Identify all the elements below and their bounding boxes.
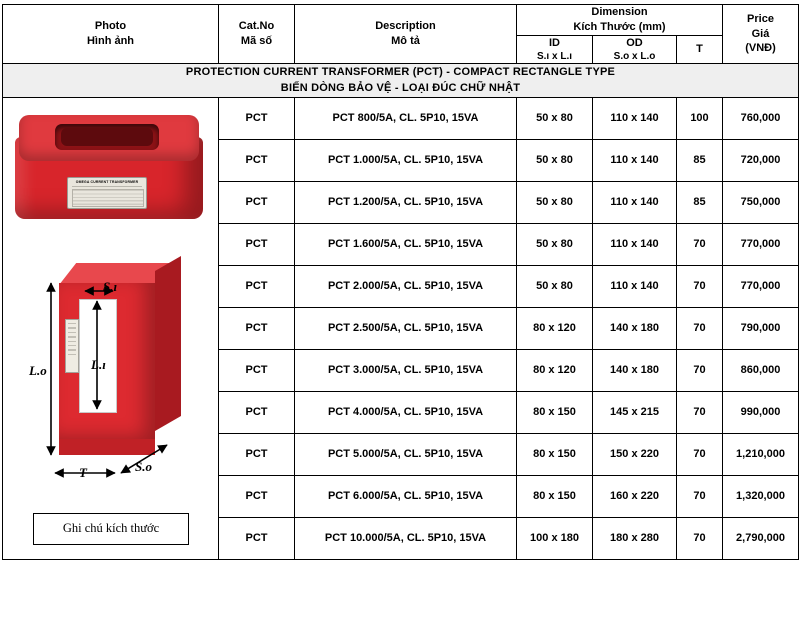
- cell-description: PCT 2.500/5A, CL. 5P10, 15VA: [295, 307, 517, 349]
- cell-t: 70: [677, 391, 723, 433]
- table-body: [3, 63, 799, 559]
- section-banner: [3, 63, 799, 97]
- section-banner-en: PROTECTION CURRENT TRANSFORMER (PCT) - COMPACT RECTANGLE TYPE: [185, 65, 616, 78]
- cell-id: 50 x 80: [517, 139, 593, 181]
- cell-t: 70: [677, 307, 723, 349]
- cell-id: 50 x 80: [517, 97, 593, 139]
- cell-description: PCT 1.600/5A, CL. 5P10, 15VA: [295, 223, 517, 265]
- col-header-od: [593, 35, 677, 63]
- cell-od: 150 x 220: [593, 433, 677, 475]
- col-header-photo-vi: Hình ảnh: [86, 34, 135, 47]
- cell-od: 180 x 280: [593, 517, 677, 559]
- section-banner-row: [3, 63, 799, 97]
- cell-id: 100 x 180: [517, 517, 593, 559]
- cell-price: 760,000: [723, 97, 799, 139]
- col-header-description: [295, 5, 517, 64]
- cell-t: 70: [677, 517, 723, 559]
- col-header-od-label: OD: [626, 36, 643, 49]
- cell-description: PCT 6.000/5A, CL. 5P10, 15VA: [295, 475, 517, 517]
- cell-t: 100: [677, 97, 723, 139]
- section-banner-vi: BIẾN DÒNG BẢO VỆ - LOẠI ĐÚC CHỮ NHẬT: [280, 82, 521, 95]
- cell-catno: PCT: [219, 181, 295, 223]
- col-header-price-vi: Giá: [751, 27, 770, 40]
- cell-t: 70: [677, 475, 723, 517]
- col-header-dimension: [517, 5, 723, 36]
- col-header-photo: [3, 5, 219, 64]
- dimension-drawing: [17, 261, 207, 501]
- cell-od: 110 x 140: [593, 181, 677, 223]
- cell-id: 50 x 80: [517, 265, 593, 307]
- col-header-catno: [219, 5, 295, 64]
- cell-od: 110 x 140: [593, 265, 677, 307]
- cell-description: PCT 10.000/5A, CL. 5P10, 15VA: [295, 517, 517, 559]
- cell-t: 70: [677, 433, 723, 475]
- cell-catno: PCT: [219, 97, 295, 139]
- dim-label-Si: S.ı: [103, 278, 118, 294]
- cell-catno: PCT: [219, 349, 295, 391]
- dim-label-T: T: [79, 464, 87, 480]
- table-row: [3, 97, 799, 139]
- cell-price: 2,790,000: [723, 517, 799, 559]
- cell-catno: PCT: [219, 139, 295, 181]
- col-header-price: [723, 5, 799, 64]
- cell-id: 50 x 80: [517, 223, 593, 265]
- photo-wrap: [3, 101, 218, 556]
- cell-t: 70: [677, 223, 723, 265]
- ct-nameplate: [67, 177, 147, 209]
- dim-label-Lo: L.o: [29, 362, 47, 378]
- price-list-sheet: [0, 4, 800, 621]
- cell-description: PCT 5.000/5A, CL. 5P10, 15VA: [295, 433, 517, 475]
- cell-od: 110 x 140: [593, 139, 677, 181]
- cell-description: PCT 1.200/5A, CL. 5P10, 15VA: [295, 181, 517, 223]
- col-header-catno-en: Cat.No: [238, 20, 275, 33]
- col-header-dimension-vi: Kích Thước (mm): [573, 20, 666, 33]
- col-header-t-label: T: [696, 43, 703, 56]
- product-photo-ct-rectangle: [15, 115, 203, 225]
- dimension-arrows: [17, 261, 207, 501]
- cell-price: 720,000: [723, 139, 799, 181]
- cell-t: 85: [677, 181, 723, 223]
- col-header-description-vi: Mô tả: [391, 34, 420, 47]
- cell-price: 1,210,000: [723, 433, 799, 475]
- cell-od: 140 x 180: [593, 349, 677, 391]
- cell-price: 770,000: [723, 223, 799, 265]
- cell-t: 85: [677, 139, 723, 181]
- cell-catno: PCT: [219, 517, 295, 559]
- cell-price: 860,000: [723, 349, 799, 391]
- dim-label-So: S.o: [135, 458, 152, 474]
- cell-od: 160 x 220: [593, 475, 677, 517]
- header-row-top: [3, 5, 799, 36]
- dimension-note-box: [33, 513, 189, 545]
- cell-price: 770,000: [723, 265, 799, 307]
- product-price-table: [2, 4, 799, 560]
- ct-nameplate-rule: [72, 186, 142, 188]
- cell-id: 80 x 120: [517, 349, 593, 391]
- dimension-note-text: Ghi chú kích thước: [62, 521, 160, 536]
- cell-id: 80 x 150: [517, 391, 593, 433]
- cell-description: PCT 4.000/5A, CL. 5P10, 15VA: [295, 391, 517, 433]
- cell-description: PCT 2.000/5A, CL. 5P10, 15VA: [295, 265, 517, 307]
- cell-t: 70: [677, 349, 723, 391]
- cell-catno: PCT: [219, 475, 295, 517]
- cell-catno: PCT: [219, 307, 295, 349]
- cell-price: 790,000: [723, 307, 799, 349]
- cell-catno: PCT: [219, 265, 295, 307]
- cell-catno: PCT: [219, 433, 295, 475]
- cell-id: 50 x 80: [517, 181, 593, 223]
- cell-od: 140 x 180: [593, 307, 677, 349]
- cell-od: 110 x 140: [593, 223, 677, 265]
- col-header-id: [517, 35, 593, 63]
- col-header-photo-en: Photo: [94, 20, 127, 33]
- col-header-t: [677, 35, 723, 63]
- cell-price: 990,000: [723, 391, 799, 433]
- dim-label-Li: L.ı: [91, 356, 106, 372]
- cell-price: 750,000: [723, 181, 799, 223]
- table-header: [3, 5, 799, 64]
- col-header-od-sub: S.o x L.o: [613, 50, 656, 62]
- col-header-price-unit: (VNĐ): [745, 42, 776, 55]
- cell-catno: PCT: [219, 391, 295, 433]
- col-header-dimension-en: Dimension: [591, 6, 648, 18]
- cell-price: 1,320,000: [723, 475, 799, 517]
- product-photo-cell: [3, 97, 219, 559]
- cell-od: 145 x 215: [593, 391, 677, 433]
- cell-od: 110 x 140: [593, 97, 677, 139]
- cell-id: 80 x 150: [517, 433, 593, 475]
- col-header-description-en: Description: [375, 20, 436, 33]
- cell-description: PCT 3.000/5A, CL. 5P10, 15VA: [295, 349, 517, 391]
- cell-catno: PCT: [219, 223, 295, 265]
- cell-id: 80 x 120: [517, 307, 593, 349]
- ct-nameplate-text-block: [72, 189, 144, 207]
- cell-description: PCT 1.000/5A, CL. 5P10, 15VA: [295, 139, 517, 181]
- ct-window-inner: [61, 128, 153, 146]
- ct-nameplate-title: OMEGA CURRENT TRANSFORMER: [75, 179, 139, 184]
- cell-id: 80 x 150: [517, 475, 593, 517]
- col-header-id-label: ID: [549, 36, 560, 49]
- col-header-catno-vi: Mã số: [240, 34, 273, 47]
- col-header-id-sub: S.ı x L.ı: [536, 50, 572, 62]
- col-header-price-en: Price: [747, 12, 774, 25]
- cell-t: 70: [677, 265, 723, 307]
- cell-description: PCT 800/5A, CL. 5P10, 15VA: [295, 97, 517, 139]
